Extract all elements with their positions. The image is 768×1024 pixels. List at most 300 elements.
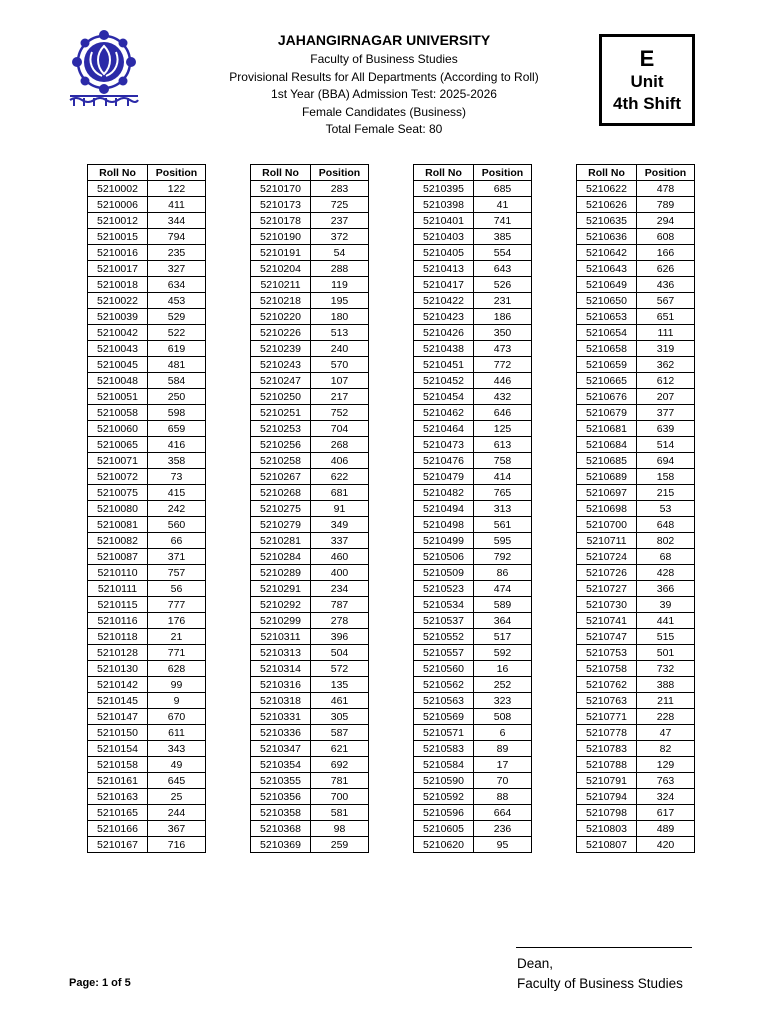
position-cell: 621 [311,741,369,757]
table-row [414,789,532,805]
roll-cell: 5210118 [88,629,148,645]
position-cell: 240 [311,341,369,357]
table-row [414,709,532,725]
table-row [88,773,206,789]
table-row [577,245,695,261]
position-cell: 763 [637,773,695,789]
document-header [190,31,578,139]
position-cell: 757 [148,565,206,581]
table-row [577,197,695,213]
roll-cell: 5210803 [577,821,637,837]
position-cell: 119 [311,277,369,293]
position-cell: 350 [474,325,532,341]
table-row [251,213,369,229]
position-cell: 89 [474,741,532,757]
roll-cell: 5210684 [577,437,637,453]
roll-cell: 5210509 [414,565,474,581]
unit-word: Unit [630,72,664,91]
roll-cell: 5210423 [414,309,474,325]
table-row [251,357,369,373]
position-cell: 612 [637,373,695,389]
position-cell: 327 [148,261,206,277]
position-cell: 659 [148,421,206,437]
roll-header: Roll No [414,165,474,181]
position-cell: 561 [474,517,532,533]
roll-cell: 5210311 [251,629,311,645]
position-cell: 554 [474,245,532,261]
table-row [251,181,369,197]
roll-cell: 5210313 [251,645,311,661]
table-row [251,389,369,405]
table-row [414,837,532,853]
position-cell: 416 [148,437,206,453]
position-cell: 82 [637,741,695,757]
table-row [577,389,695,405]
table-row [88,197,206,213]
table-row [577,373,695,389]
roll-cell: 5210685 [577,453,637,469]
position-cell: 215 [637,485,695,501]
position-cell: 250 [148,389,206,405]
position-cell: 489 [637,821,695,837]
roll-cell: 5210571 [414,725,474,741]
position-cell: 53 [637,501,695,517]
position-cell: 787 [311,597,369,613]
table-row [414,661,532,677]
table-row [88,293,206,309]
table-row [88,725,206,741]
roll-cell: 5210115 [88,597,148,613]
roll-cell: 5210413 [414,261,474,277]
roll-cell: 5210318 [251,693,311,709]
roll-cell: 5210788 [577,757,637,773]
table-row [88,613,206,629]
table-row [88,405,206,421]
position-cell: 49 [148,757,206,773]
roll-cell: 5210178 [251,213,311,229]
roll-cell: 5210039 [88,309,148,325]
roll-cell: 5210605 [414,821,474,837]
dean-title: Dean, [517,956,554,971]
position-cell: 135 [311,677,369,693]
roll-cell: 5210659 [577,357,637,373]
position-cell: 581 [311,805,369,821]
position-cell: 741 [474,213,532,229]
position-cell: 400 [311,565,369,581]
roll-cell: 5210454 [414,389,474,405]
table-row [577,725,695,741]
table-row [577,789,695,805]
position-cell: 88 [474,789,532,805]
table-row [414,293,532,309]
table-row [251,629,369,645]
position-cell: 646 [474,405,532,421]
roll-cell: 5210356 [251,789,311,805]
roll-cell: 5210635 [577,213,637,229]
table-row [251,293,369,309]
table-row [414,677,532,693]
table-row [88,517,206,533]
position-cell: 514 [637,437,695,453]
position-cell: 613 [474,437,532,453]
roll-cell: 5210082 [88,533,148,549]
position-cell: 513 [311,325,369,341]
position-cell: 522 [148,325,206,341]
table-row [414,229,532,245]
table-row [414,261,532,277]
position-cell: 732 [637,661,695,677]
position-cell: 236 [474,821,532,837]
roll-cell: 5210173 [251,197,311,213]
table-row [414,421,532,437]
table-row [251,437,369,453]
position-cell: 288 [311,261,369,277]
roll-cell: 5210451 [414,357,474,373]
table-row [577,469,695,485]
roll-cell: 5210247 [251,373,311,389]
table-row [577,741,695,757]
roll-cell: 5210422 [414,293,474,309]
roll-cell: 5210116 [88,613,148,629]
table-row [251,453,369,469]
roll-cell: 5210807 [577,837,637,853]
roll-cell: 5210158 [88,757,148,773]
position-cell: 432 [474,389,532,405]
position-cell: 99 [148,677,206,693]
position-cell: 278 [311,613,369,629]
table-row [88,565,206,581]
roll-cell: 5210563 [414,693,474,709]
roll-cell: 5210347 [251,741,311,757]
position-cell: 670 [148,709,206,725]
table-row [251,517,369,533]
table-row [88,181,206,197]
table-row [414,389,532,405]
position-cell: 122 [148,181,206,197]
roll-cell: 5210741 [577,613,637,629]
table-row [251,197,369,213]
roll-cell: 5210058 [88,405,148,421]
roll-cell: 5210042 [88,325,148,341]
table-row [88,549,206,565]
position-cell: 802 [637,533,695,549]
position-cell: 436 [637,277,695,293]
position-cell: 414 [474,469,532,485]
position-cell: 56 [148,581,206,597]
roll-cell: 5210130 [88,661,148,677]
results-table-2 [250,164,369,853]
table-row [577,309,695,325]
position-cell: 648 [637,517,695,533]
table-row [577,405,695,421]
roll-cell: 5210537 [414,613,474,629]
roll-cell: 5210791 [577,773,637,789]
table-row [251,469,369,485]
roll-cell: 5210075 [88,485,148,501]
table-row [414,341,532,357]
table-row [251,325,369,341]
table-row [414,613,532,629]
roll-cell: 5210154 [88,741,148,757]
table-row [414,181,532,197]
position-cell: 125 [474,421,532,437]
table-row [251,501,369,517]
table-row [414,741,532,757]
roll-cell: 5210314 [251,661,311,677]
roll-cell: 5210316 [251,677,311,693]
position-cell: 283 [311,181,369,197]
table-row [88,757,206,773]
table-row [414,213,532,229]
roll-cell: 5210331 [251,709,311,725]
roll-cell: 5210724 [577,549,637,565]
table-row [251,613,369,629]
roll-header: Roll No [88,165,148,181]
position-cell: 415 [148,485,206,501]
table-row [88,661,206,677]
roll-cell: 5210161 [88,773,148,789]
table-row [251,245,369,261]
table-row [251,261,369,277]
roll-cell: 5210292 [251,597,311,613]
table-row [414,501,532,517]
table-row [251,805,369,821]
table-row [414,245,532,261]
roll-cell: 5210534 [414,597,474,613]
position-cell: 323 [474,693,532,709]
position-cell: 478 [637,181,695,197]
table-row [251,309,369,325]
table-row [414,517,532,533]
table-row [88,501,206,517]
roll-cell: 5210251 [251,405,311,421]
position-cell: 372 [311,229,369,245]
position-cell: 453 [148,293,206,309]
position-cell: 211 [637,693,695,709]
table-row [414,405,532,421]
roll-cell: 5210022 [88,293,148,309]
table-row [88,453,206,469]
position-cell: 517 [474,629,532,645]
table-row [251,741,369,757]
position-cell: 508 [474,709,532,725]
position-cell: 771 [148,645,206,661]
roll-cell: 5210676 [577,389,637,405]
table-row [414,805,532,821]
roll-cell: 5210590 [414,773,474,789]
table-row [577,485,695,501]
table-row [88,821,206,837]
position-cell: 645 [148,773,206,789]
table-row [577,181,695,197]
results-table-4 [576,164,695,853]
roll-cell: 5210016 [88,245,148,261]
table-row [88,341,206,357]
position-cell: 758 [474,453,532,469]
position-cell: 515 [637,629,695,645]
roll-cell: 5210560 [414,661,474,677]
roll-cell: 5210794 [577,789,637,805]
table-row [88,677,206,693]
table-row [577,213,695,229]
roll-cell: 5210190 [251,229,311,245]
position-cell: 294 [637,213,695,229]
position-cell: 366 [637,581,695,597]
signature-line [516,947,692,948]
roll-cell: 5210354 [251,757,311,773]
table-row [251,821,369,837]
table-row [577,597,695,613]
table-row [251,693,369,709]
roll-cell: 5210018 [88,277,148,293]
seat-line: Total Female Seat: 80 [325,122,443,136]
table-row [88,357,206,373]
table-row [251,757,369,773]
position-cell: 91 [311,501,369,517]
candidates-line: Female Candidates (Business) [301,104,467,119]
position-cell: 180 [311,309,369,325]
roll-cell: 5210726 [577,565,637,581]
position-cell: 428 [637,565,695,581]
position-cell: 617 [637,805,695,821]
roll-cell: 5210220 [251,309,311,325]
roll-cell: 5210226 [251,325,311,341]
roll-cell: 5210071 [88,453,148,469]
position-cell: 611 [148,725,206,741]
position-cell: 39 [637,597,695,613]
position-cell: 231 [474,293,532,309]
position-cell: 324 [637,789,695,805]
table-row [577,645,695,661]
page-number: Page: 1 of 5 [69,977,131,989]
roll-cell: 5210065 [88,437,148,453]
roll-cell: 5210087 [88,549,148,565]
position-cell: 367 [148,821,206,837]
position-cell: 344 [148,213,206,229]
roll-cell: 5210798 [577,805,637,821]
roll-cell: 5210778 [577,725,637,741]
table-row [88,533,206,549]
roll-cell: 5210167 [88,837,148,853]
table-row [88,693,206,709]
position-cell: 158 [637,469,695,485]
table-row [414,325,532,341]
position-cell: 589 [474,597,532,613]
roll-cell: 5210299 [251,613,311,629]
roll-cell: 5210291 [251,581,311,597]
table-row [414,309,532,325]
table-row [251,789,369,805]
table-row [88,629,206,645]
table-row [88,389,206,405]
table-row [414,629,532,645]
roll-cell: 5210462 [414,405,474,421]
position-cell: 388 [637,677,695,693]
table-row [414,533,532,549]
position-cell: 47 [637,725,695,741]
roll-cell: 5210081 [88,517,148,533]
table-row [577,565,695,581]
table-row [577,581,695,597]
table-row [251,373,369,389]
table-row [251,597,369,613]
faculty-line: Faculty of Business Studies [310,52,458,66]
position-cell: 313 [474,501,532,517]
position-cell: 765 [474,485,532,501]
roll-cell: 5210452 [414,373,474,389]
position-cell: 242 [148,501,206,517]
table-row [577,533,695,549]
table-row [251,773,369,789]
table-row [577,805,695,821]
table-row [251,229,369,245]
roll-header: Roll No [577,165,637,181]
unit-letter: E [639,46,655,71]
roll-cell: 5210711 [577,533,637,549]
position-cell: 129 [637,757,695,773]
position-cell: 396 [311,629,369,645]
table-row [251,581,369,597]
table-row [88,581,206,597]
position-header: Position [311,165,369,181]
position-cell: 371 [148,549,206,565]
table-row [88,789,206,805]
position-cell: 446 [474,373,532,389]
roll-cell: 5210658 [577,341,637,357]
roll-cell: 5210145 [88,693,148,709]
table-row [251,533,369,549]
roll-cell: 5210147 [88,709,148,725]
table-row [414,565,532,581]
roll-cell: 5210592 [414,789,474,805]
position-cell: 111 [637,325,695,341]
position-cell: 626 [637,261,695,277]
table-row [414,773,532,789]
table-row [577,661,695,677]
roll-cell: 5210479 [414,469,474,485]
results-table-1 [87,164,206,853]
roll-cell: 5210358 [251,805,311,821]
table-row [577,341,695,357]
roll-cell: 5210679 [577,405,637,421]
table-row [251,725,369,741]
roll-cell: 5210142 [88,677,148,693]
table-row [577,757,695,773]
position-cell: 481 [148,357,206,373]
table-row [251,837,369,853]
table-row [414,597,532,613]
position-cell: 244 [148,805,206,821]
roll-cell: 5210584 [414,757,474,773]
roll-cell: 5210498 [414,517,474,533]
table-row [577,261,695,277]
position-header: Position [148,165,206,181]
table-row [88,277,206,293]
table-row [88,741,206,757]
position-cell: 681 [311,485,369,501]
roll-cell: 5210398 [414,197,474,213]
roll-cell: 5210043 [88,341,148,357]
position-cell: 501 [637,645,695,661]
position-cell: 700 [311,789,369,805]
table-row [577,693,695,709]
table-row [88,837,206,853]
roll-cell: 5210499 [414,533,474,549]
university-title: JAHANGIRNAGAR UNIVERSITY [277,32,491,48]
position-cell: 560 [148,517,206,533]
position-cell: 305 [311,709,369,725]
position-cell: 358 [148,453,206,469]
